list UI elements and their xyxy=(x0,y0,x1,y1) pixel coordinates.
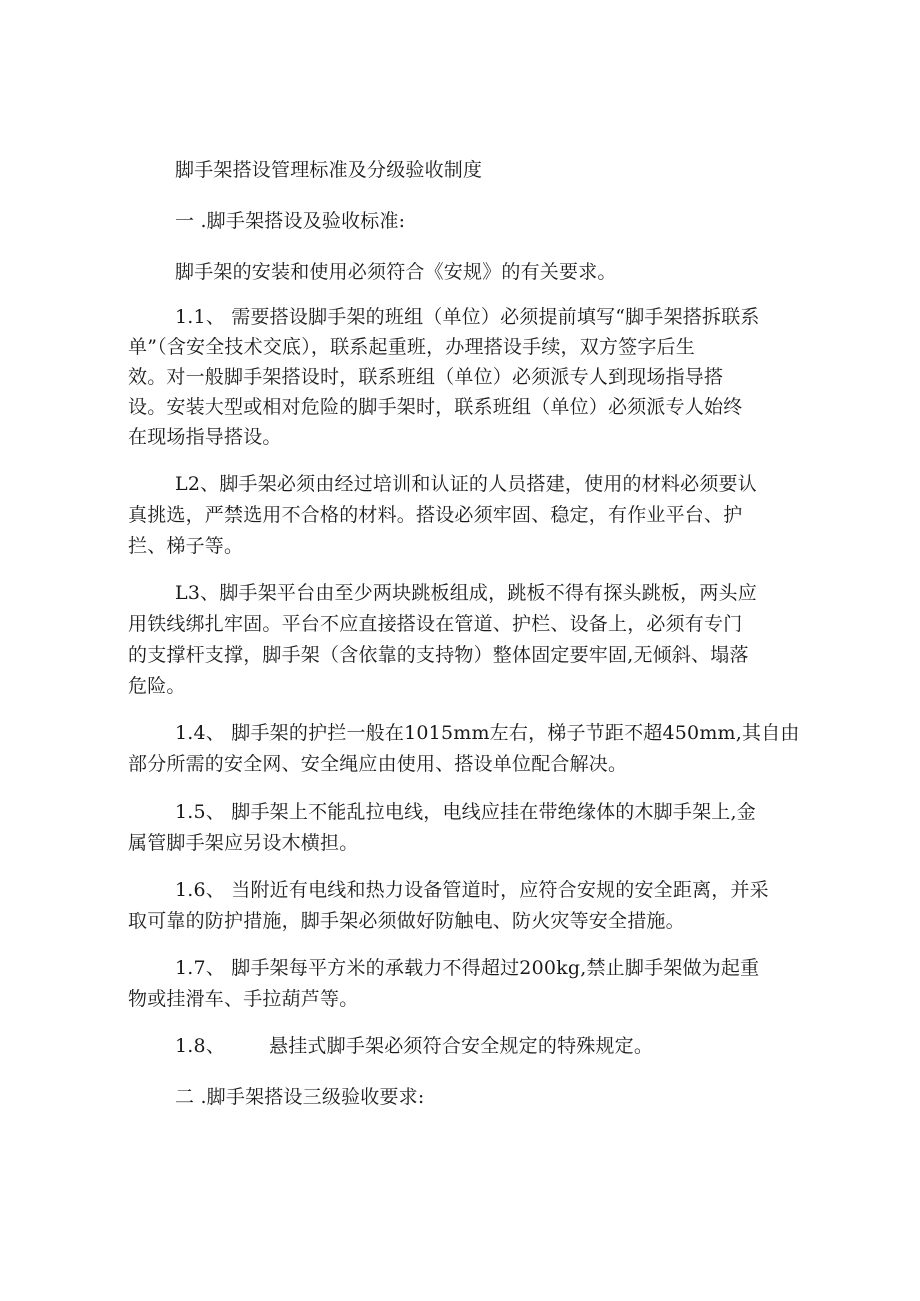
section-2-heading: 二 .脚手架搭设三级验收要求: xyxy=(175,1086,425,1108)
clause-text: 悬挂式脚手架必须符合安全规定的特殊规定。 xyxy=(269,1035,654,1057)
clause-1-7-line-2: 物或挂滑车、手拉葫芦等。 xyxy=(128,988,359,1010)
clause-number: 1.5、 xyxy=(175,801,226,823)
clause-1-5-line-2: 属管脚手架应另设木横担。 xyxy=(128,832,359,854)
clause-number: 1.1、 xyxy=(175,306,226,328)
clause-1-7-line-1 xyxy=(175,956,759,980)
clause-number: 1.4、 xyxy=(175,722,226,744)
clause-text: 脚手架的护拦一般在1015mm左右，梯子节距不超450mm,其自由 xyxy=(231,722,800,744)
clause-1-2-line-3: 拦、梯子等。 xyxy=(128,535,244,557)
clause-1-6-line-1 xyxy=(175,878,769,902)
clause-1-6-line-2: 取可靠的防护措施，脚手架必须做好防触电、防火灾等安全措施。 xyxy=(128,910,685,932)
clause-number: L2、 xyxy=(175,473,220,495)
section-1-heading: 一 .脚手架搭设及验收标准: xyxy=(175,210,406,232)
clause-1-1-line-4: 设。安装大型或相对危险的脚手架时，联系班组（单位）必须派专人始终 xyxy=(128,396,743,418)
clause-1-3-line-1 xyxy=(175,581,757,605)
clause-number: 1.6、 xyxy=(175,879,226,901)
clause-number: L3、 xyxy=(175,582,220,604)
clause-1-2-line-2: 真挑选，严禁选用不合格的材料。搭设必须牢固、稳定，有作业平台、护 xyxy=(128,504,743,526)
document-title: 脚手架搭设管理标准及分级验收制度 xyxy=(175,159,483,181)
clause-1-3-line-3: 的支撑杆支撑，脚手架（含依靠的支持物）整体固定要牢固,无倾斜、塌落 xyxy=(128,644,749,666)
clause-text: 脚手架平台由至少两块跳板组成，跳板不得有探头跳板，两头应 xyxy=(219,582,757,604)
clause-1-1-line-3: 效。对一般脚手架搭设时，联系班组（单位）必须派专人到现场指导搭 xyxy=(128,366,724,388)
clause-text: 脚手架必须由经过培训和认证的人员搭建，使用的材料必须要认 xyxy=(219,473,757,495)
clause-1-4-line-1 xyxy=(175,721,800,745)
clause-1-1-line-5: 在现场指导搭设。 xyxy=(128,426,282,448)
clause-1-8-line-1 xyxy=(175,1034,653,1058)
section-1-intro: 脚手架的安装和使用必须符合《安规》的有关要求。 xyxy=(175,261,617,283)
clause-text: 需要搭设脚手架的班组（单位）必须提前填写“脚手架搭拆联系 xyxy=(231,306,760,328)
clause-1-2-line-1 xyxy=(175,472,757,496)
clause-number: 1.8、 xyxy=(175,1035,226,1057)
clause-number: 1.7、 xyxy=(175,957,226,979)
clause-1-1-line-2: 单”（含安全技术交底），联系起重班，办理搭设手续，双方签字后生 xyxy=(128,336,695,358)
clause-1-5-line-1 xyxy=(175,800,756,824)
clause-1-4-line-2: 部分所需的安全网、安全绳应由使用、搭设单位配合解决。 xyxy=(128,753,628,775)
clause-text: 脚手架上不能乱拉电线，电线应挂在带绝缘体的木脚手架上,金 xyxy=(231,801,756,823)
clause-1-1-line-1 xyxy=(175,305,760,329)
clause-1-3-line-2: 用铁线绑扎牢固。平台不应直接搭设在管道、护栏、设备上，必须有专门 xyxy=(128,613,743,635)
clause-text: 当附近有电线和热力设备管道时，应符合安规的安全距离，并采 xyxy=(231,879,769,901)
clause-text: 脚手架每平方米的承载力不得超过200kg,禁止脚手架做为起重 xyxy=(231,957,760,979)
clause-1-3-line-4: 危险。 xyxy=(128,675,186,697)
